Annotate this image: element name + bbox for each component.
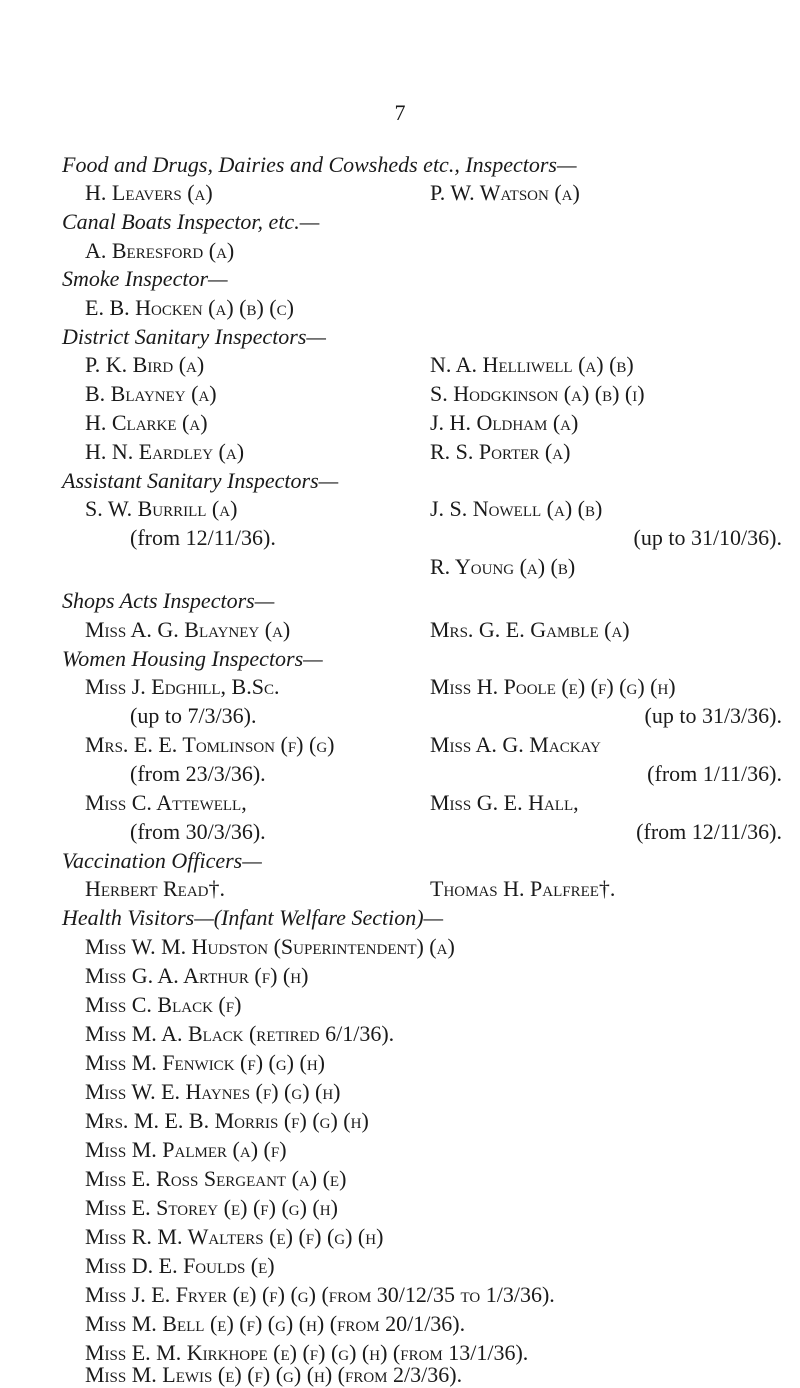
assistant-inspectors-heading: Assistant Sanitary Inspectors— xyxy=(62,468,339,493)
canal-inspector-name: A. Beresford (a) xyxy=(85,238,235,263)
health-visitor: Miss W. M. Hudston (Superintendent) (a) xyxy=(85,934,455,959)
women-inspector-left-note: (from 23/3/36). xyxy=(130,761,266,786)
women-inspector-right-note: (from 12/11/36). xyxy=(636,819,782,844)
assistant-inspector-left: S. W. Burrill (a) xyxy=(85,496,238,521)
page-number: 7 xyxy=(394,100,406,125)
health-visitor: Miss J. E. Fryer (e) (f) (g) (from 30/12/35 to 1/3/36). xyxy=(85,1282,555,1307)
assistant-inspector-right: J. S. Nowell (a) (b) xyxy=(430,496,603,521)
shops-inspector-left: Miss A. G. Blayney (a) xyxy=(85,617,291,642)
health-visitor: Mrs. M. E. B. Morris (f) (g) (h) xyxy=(85,1108,369,1133)
district-inspector-left: H. Clarke (a) xyxy=(85,410,208,435)
women-inspector-left-note: (from 30/3/36). xyxy=(130,819,266,844)
canal-inspector-heading: Canal Boats Inspector, etc.— xyxy=(62,209,320,234)
women-inspector-right: Miss H. Poole (e) (f) (g) (h) xyxy=(430,674,676,699)
women-inspector-left: Mrs. E. E. Tomlinson (f) (g) xyxy=(85,732,335,757)
women-inspector-left-note: (up to 7/3/36). xyxy=(130,703,257,728)
district-inspector-right: R. S. Porter (a) xyxy=(430,439,571,464)
vaccination-officers-heading: Vaccination Officers— xyxy=(62,848,262,873)
women-inspector-right: Miss G. E. Hall, xyxy=(430,790,579,815)
health-visitor: Miss E. Storey (e) (f) (g) (h) xyxy=(85,1195,338,1220)
assistant-inspector-right-note: (up to 31/10/36). xyxy=(633,525,782,550)
health-visitor: Miss M. Bell (e) (f) (g) (h) (from 20/1/36). xyxy=(85,1311,466,1336)
health-visitors-heading: Health Visitors—(Infant Welfare Section)— xyxy=(62,905,444,930)
assistant-inspector-right: R. Young (a) (b) xyxy=(430,554,576,579)
health-visitor: Miss E. M. Kirkhope (e) (f) (g) (h) (from 13/1/36). xyxy=(85,1340,529,1365)
health-visitor: Miss C. Black (f) xyxy=(85,992,242,1017)
women-inspector-left: Miss J. Edghill, B.Sc. xyxy=(85,674,280,699)
women-inspector-left: Miss C. Attewell, xyxy=(85,790,247,815)
shops-inspectors-heading: Shops Acts Inspectors— xyxy=(62,588,275,613)
health-visitor: Miss M. Fenwick (f) (g) (h) xyxy=(85,1050,325,1075)
smoke-inspector-name: E. B. Hocken (a) (b) (c) xyxy=(85,295,294,320)
district-inspector-left: H. N. Eardley (a) xyxy=(85,439,245,464)
food-inspector-right: P. W. Watson (a) xyxy=(430,180,580,205)
food-inspector-left: H. Leavers (a) xyxy=(85,180,213,205)
food-inspectors-heading: Food and Drugs, Dairies and Cowsheds etc., Inspectors— xyxy=(62,152,577,177)
district-inspector-left: B. Blayney (a) xyxy=(85,381,217,406)
district-inspector-left: P. K. Bird (a) xyxy=(85,352,205,377)
assistant-inspector-left-note: (from 12/11/36). xyxy=(130,525,276,550)
shops-inspector-right: Mrs. G. E. Gamble (a) xyxy=(430,617,630,642)
women-inspector-right: Miss A. G. Mackay xyxy=(430,732,601,757)
district-inspector-right: J. H. Oldham (a) xyxy=(430,410,579,435)
district-inspector-right: S. Hodgkinson (a) (b) (i) xyxy=(430,381,645,406)
smoke-inspector-heading: Smoke Inspector— xyxy=(62,266,228,291)
health-visitor: Miss W. E. Haynes (f) (g) (h) xyxy=(85,1079,341,1104)
women-inspectors-heading: Women Housing Inspectors— xyxy=(62,646,323,671)
women-inspector-right-note: (from 1/11/36). xyxy=(647,761,782,786)
district-inspector-right: N. A. Helliwell (a) (b) xyxy=(430,352,634,377)
health-visitor: Miss M. Palmer (a) (f) xyxy=(85,1137,287,1162)
health-visitor: Miss M. Lewis (e) (f) (g) (h) (from 2/3/36). xyxy=(85,1362,463,1387)
vaccination-officer-right: Thomas H. Palfree†. xyxy=(430,876,616,901)
health-visitor: Miss M. A. Black (retired 6/1/36). xyxy=(85,1021,395,1046)
health-visitor: Miss E. Ross Sergeant (a) (e) xyxy=(85,1166,347,1191)
district-inspectors-heading: District Sanitary Inspectors— xyxy=(62,324,326,349)
health-visitor: Miss R. M. Walters (e) (f) (g) (h) xyxy=(85,1224,384,1249)
health-visitor: Miss D. E. Foulds (e) xyxy=(85,1253,275,1278)
health-visitor: Miss G. A. Arthur (f) (h) xyxy=(85,963,309,988)
women-inspector-right-note: (up to 31/3/36). xyxy=(644,703,782,728)
vaccination-officer-left: Herbert Read†. xyxy=(85,876,225,901)
